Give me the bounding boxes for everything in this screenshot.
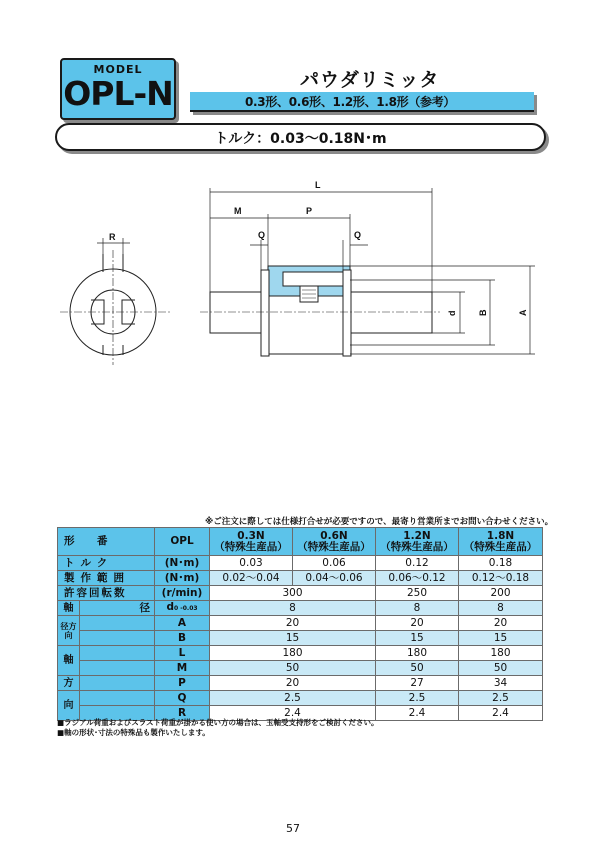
axial-group-label-1: 軸 [58, 646, 80, 676]
header-size: 0.3N [237, 529, 265, 542]
header-model: OPL [155, 528, 210, 556]
table-cell: 0.02～0.04 [210, 571, 293, 586]
table-cell: 0.04～0.06 [293, 571, 376, 586]
table-cell: 250 [376, 586, 459, 601]
table-row [58, 616, 543, 631]
table-cell: 2.4 [459, 706, 543, 721]
table-row [58, 661, 543, 676]
dim-label-d: d [447, 310, 457, 316]
row-unit: (N･m) [155, 556, 210, 571]
row-label: 製作範囲 [58, 571, 155, 586]
table-cell: 0.06 [293, 556, 376, 571]
header-size: 1.2N [403, 529, 431, 542]
table-cell: 8 [210, 601, 376, 616]
table-cell: 27 [376, 676, 459, 691]
footnote: ■軸の形状･寸法の特殊品も製作いたします。 [57, 728, 210, 737]
table-row [58, 691, 543, 706]
header-col-1 [293, 528, 376, 556]
header-col-3 [459, 528, 543, 556]
dim-label-Q-right: Q [354, 230, 362, 240]
row-unit: (r/min) [155, 586, 210, 601]
axial-group-label-2: 方 [58, 676, 80, 691]
order-note: ※ご注文に際しては仕様打合せが必要ですので、最寄り営業所までお問い合わせください。 [205, 517, 554, 527]
table-cell: 15 [210, 631, 376, 646]
row-key: Q [155, 691, 210, 706]
header-col-2 [376, 528, 459, 556]
table-cell: 180 [210, 646, 376, 661]
header-note: （特殊生産品） [380, 540, 454, 553]
subtitle: 0.3形、0.6形、1.2形、1.8形（参考） [245, 95, 456, 109]
table-cell: 15 [459, 631, 543, 646]
header-size: 1.8N [486, 529, 515, 542]
model-code: OPL-N [63, 74, 173, 113]
table-row [58, 646, 543, 661]
table-cell: 180 [459, 646, 543, 661]
dim-label-P: P [306, 206, 313, 216]
table-cell: 20 [210, 676, 376, 691]
table-row [58, 601, 543, 616]
side-view [60, 238, 170, 365]
page-title: パウダリミッタ [300, 69, 440, 91]
table-cell: 2.4 [210, 706, 376, 721]
axial-group-label-3: 向 [58, 691, 80, 721]
row-key: A [155, 616, 210, 631]
row-label: トルク [58, 556, 155, 571]
table-cell: 20 [376, 616, 459, 631]
row-label: 軸 [58, 601, 80, 616]
table-header-row [58, 528, 543, 556]
torque-range-text: トルク：0.03～0.18N･m [214, 131, 387, 147]
row-key: R [155, 706, 210, 721]
dim-label-M: M [234, 206, 242, 216]
table-cell: 50 [376, 661, 459, 676]
table-cell: 300 [210, 586, 376, 601]
table-cell: 20 [210, 616, 376, 631]
header-size: 0.6N [320, 529, 348, 542]
row-unit: (N･m) [155, 571, 210, 586]
header-note: （特殊生産品） [214, 540, 288, 553]
table-cell: 2.4 [376, 706, 459, 721]
table-row [58, 556, 543, 571]
model-badge [60, 58, 176, 120]
spec-table [57, 527, 543, 721]
table-cell: 200 [459, 586, 543, 601]
row-unit [155, 601, 210, 616]
footnote: ■ラジアル荷重およびスラスト荷重が掛かる使い方の場合は、玉軸受支持形をご検討ください。 [57, 718, 379, 727]
table-cell: 50 [210, 661, 376, 676]
table-row [58, 571, 543, 586]
header-note: （特殊生産品） [297, 540, 371, 553]
footnotes [57, 718, 379, 738]
table-cell: 2.5 [376, 691, 459, 706]
table-cell: 0.03 [210, 556, 293, 571]
table-cell: 15 [376, 631, 459, 646]
table-cell: 2.5 [210, 691, 376, 706]
row-key: M [155, 661, 210, 676]
header-col-0 [210, 528, 293, 556]
table-cell: 0.12 [376, 556, 459, 571]
dimension-drawing [0, 170, 600, 370]
radial-group-label: 径方向 [58, 616, 80, 646]
unit-d: d [166, 601, 174, 613]
dim-label-L: L [315, 180, 321, 190]
table-row [58, 586, 543, 601]
dim-label-A: A [518, 309, 528, 316]
table-cell: 20 [459, 616, 543, 631]
dim-label-B: B [478, 309, 488, 316]
header-label: 形 番 [58, 528, 155, 556]
torque-range-banner [55, 123, 546, 151]
header-note: （特殊生産品） [463, 540, 538, 553]
table-row [58, 676, 543, 691]
unit-tolerance: 0 -0.03 [173, 605, 198, 612]
table-row [58, 631, 543, 646]
table-cell: 8 [459, 601, 543, 616]
table-cell: 0.12～0.18 [459, 571, 543, 586]
row-key: B [155, 631, 210, 646]
table-cell: 2.5 [459, 691, 543, 706]
dim-label-Q-left: Q [258, 230, 266, 240]
table-cell: 180 [376, 646, 459, 661]
front-view [200, 266, 440, 356]
page-number: 57 [286, 822, 300, 835]
table-cell: 34 [459, 676, 543, 691]
row-key: P [155, 676, 210, 691]
row-key: L [155, 646, 210, 661]
table-cell: 8 [376, 601, 459, 616]
table-cell: 50 [459, 661, 543, 676]
table-cell: 0.06～0.12 [376, 571, 459, 586]
row-label: 許容回転数 [58, 586, 155, 601]
row-label-2: 径 [80, 601, 155, 616]
model-label: MODEL [93, 63, 143, 76]
dim-label-R: R [109, 232, 116, 242]
table-cell: 0.18 [459, 556, 543, 571]
